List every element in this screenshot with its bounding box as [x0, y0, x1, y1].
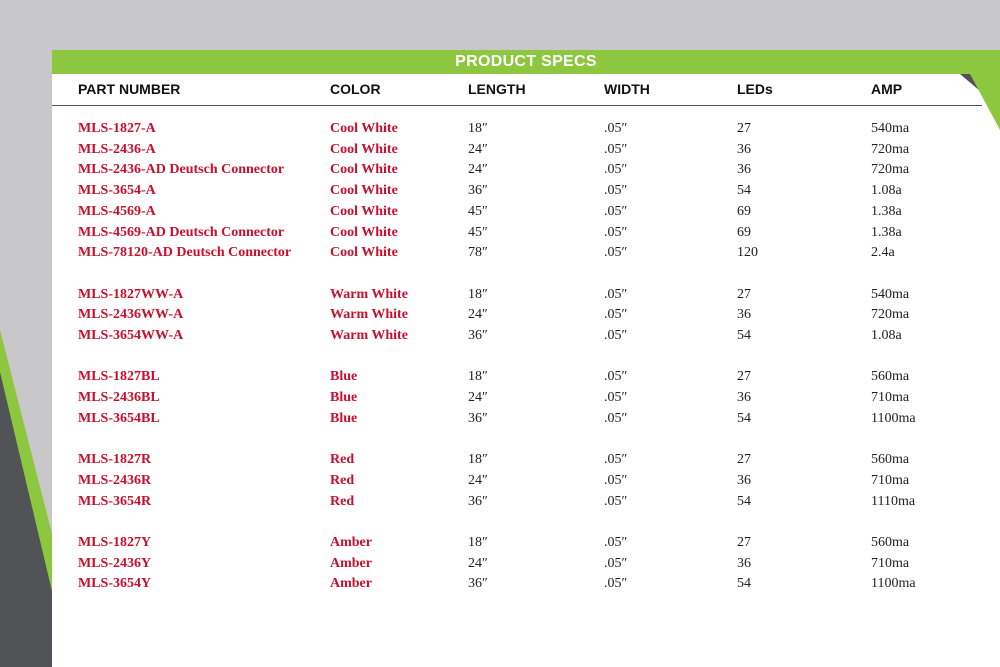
cell-leds: 54 — [737, 328, 751, 343]
cell-length: 18″ — [468, 452, 488, 468]
cell-amp: 1100ma — [871, 576, 916, 592]
cell-color: Cool White — [330, 141, 398, 157]
corner-accent — [960, 74, 1000, 134]
cell-color: Warm White — [330, 328, 408, 343]
cell-length: 24″ — [468, 390, 488, 406]
cell-length: 18″ — [468, 121, 488, 136]
cell-length: 45″ — [468, 224, 488, 240]
cell-part-number: MLS-2436BL — [78, 390, 160, 406]
cell-length: 45″ — [468, 203, 488, 219]
cell-part-number: MLS-2436-AD Deutsch Connector — [78, 162, 285, 178]
cell-leds: 36 — [737, 555, 751, 571]
cell-leds: 36 — [737, 141, 751, 157]
cell-amp: 1.08a — [871, 183, 902, 199]
cell-amp: 540ma — [871, 286, 910, 302]
cell-leds: 54 — [737, 576, 751, 592]
cell-amp: 1.38a — [871, 224, 902, 240]
cell-length: 36″ — [468, 328, 488, 343]
cell-color: Cool White — [330, 121, 398, 136]
cell-part-number: MLS-78120-AD Deutsch Connector — [78, 245, 292, 261]
cell-width: .05″ — [604, 576, 628, 592]
cell-leds: 27 — [737, 369, 751, 385]
cell-length: 18″ — [468, 286, 488, 302]
cell-part-number: MLS-3654BL — [78, 410, 160, 426]
cell-width: .05″ — [604, 452, 628, 468]
cell-width: .05″ — [604, 141, 628, 157]
cell-width: .05″ — [604, 410, 628, 426]
cell-amp: 720ma — [871, 307, 910, 323]
cell-length: 36″ — [468, 183, 488, 199]
cell-leds: 36 — [737, 390, 751, 406]
cell-part-number: MLS-2436WW-A — [78, 307, 184, 323]
cell-part-number: MLS-2436-A — [78, 141, 156, 157]
cell-leds: 36 — [737, 472, 751, 488]
cell-leds: 120 — [737, 245, 758, 261]
column-header-leds: LEDs — [737, 81, 773, 97]
cell-leds: 36 — [737, 162, 751, 178]
cell-width: .05″ — [604, 224, 628, 240]
cell-leds: 69 — [737, 224, 751, 240]
cell-length: 18″ — [468, 535, 488, 550]
cell-leds: 54 — [737, 410, 751, 426]
cell-part-number: MLS-1827R — [78, 452, 152, 468]
column-header-amp: AMP — [871, 81, 903, 97]
cell-part-number: MLS-1827-A — [78, 121, 156, 136]
cell-amp: 1100ma — [871, 410, 916, 426]
cell-part-number: MLS-4569-AD Deutsch Connector — [78, 224, 285, 240]
cell-part-number: MLS-4569-A — [78, 203, 156, 219]
cell-color: Amber — [330, 576, 372, 592]
cell-leds: 27 — [737, 452, 751, 468]
column-header-length: LENGTH — [468, 81, 526, 97]
cell-color: Blue — [330, 369, 358, 385]
cell-leds: 27 — [737, 286, 751, 302]
cell-part-number: MLS-1827Y — [78, 535, 152, 550]
cell-color: Red — [330, 472, 355, 488]
cell-color: Warm White — [330, 286, 408, 302]
column-header-color: COLOR — [330, 81, 381, 97]
cell-color: Blue — [330, 410, 358, 426]
cell-leds: 27 — [737, 535, 751, 550]
cell-length: 24″ — [468, 472, 488, 488]
cell-leds: 54 — [737, 493, 751, 509]
column-header-part-number: PART NUMBER — [78, 81, 181, 97]
cell-width: .05″ — [604, 183, 628, 199]
cell-amp: 560ma — [871, 369, 910, 385]
cell-part-number: MLS-3654-A — [78, 183, 156, 199]
cell-width: .05″ — [604, 307, 628, 323]
cell-color: Cool White — [330, 224, 398, 240]
cell-color: Amber — [330, 535, 372, 550]
cell-amp: 560ma — [871, 452, 910, 468]
cell-amp: 1110ma — [871, 493, 916, 509]
cell-width: .05″ — [604, 245, 628, 261]
cell-width: .05″ — [604, 162, 628, 178]
cell-leds: 36 — [737, 307, 751, 323]
cell-color: Warm White — [330, 307, 408, 323]
cell-length: 36″ — [468, 493, 488, 509]
page-title: PRODUCT SPECS — [455, 53, 597, 70]
cell-length: 24″ — [468, 307, 488, 323]
cell-part-number: MLS-1827WW-A — [78, 286, 184, 302]
cell-amp: 2.4a — [871, 245, 895, 261]
cell-length: 78″ — [468, 245, 488, 261]
cell-part-number: MLS-3654WW-A — [78, 328, 184, 343]
product-specs-sheet — [52, 50, 1000, 667]
header-divider — [52, 105, 982, 106]
cell-width: .05″ — [604, 286, 628, 302]
cell-width: .05″ — [604, 555, 628, 571]
cell-width: .05″ — [604, 472, 628, 488]
cell-width: .05″ — [604, 328, 628, 343]
cell-amp: 710ma — [871, 555, 910, 571]
cell-length: 24″ — [468, 141, 488, 157]
cell-amp: 1.38a — [871, 203, 902, 219]
cell-amp: 710ma — [871, 390, 910, 406]
cell-color: Amber — [330, 555, 372, 571]
cell-color: Cool White — [330, 162, 398, 178]
cell-width: .05″ — [604, 535, 628, 550]
cell-color: Blue — [330, 390, 358, 406]
cell-leds: 54 — [737, 183, 751, 199]
cell-length: 24″ — [468, 162, 488, 178]
cell-color: Red — [330, 493, 355, 509]
cell-width: .05″ — [604, 369, 628, 385]
cell-length: 36″ — [468, 576, 488, 592]
cell-width: .05″ — [604, 203, 628, 219]
cell-part-number: MLS-2436R — [78, 472, 152, 488]
cell-width: .05″ — [604, 493, 628, 509]
cell-amp: 720ma — [871, 141, 910, 157]
cell-color: Cool White — [330, 245, 398, 261]
cell-leds: 69 — [737, 203, 751, 219]
cell-color: Red — [330, 452, 355, 468]
cell-length: 36″ — [468, 410, 488, 426]
cell-leds: 27 — [737, 121, 751, 136]
cell-color: Cool White — [330, 183, 398, 199]
cell-length: 18″ — [468, 369, 488, 385]
cell-width: .05″ — [604, 390, 628, 406]
cell-part-number: MLS-3654Y — [78, 576, 152, 592]
cell-part-number: MLS-1827BL — [78, 369, 160, 385]
corner-green — [970, 74, 1000, 130]
cell-color: Cool White — [330, 203, 398, 219]
cell-amp: 560ma — [871, 535, 910, 550]
cell-length: 24″ — [468, 555, 488, 571]
cell-amp: 720ma — [871, 162, 910, 178]
cell-part-number: MLS-2436Y — [78, 555, 152, 571]
column-header-width: WIDTH — [604, 81, 650, 97]
cell-amp: 1.08a — [871, 328, 902, 343]
cell-amp: 540ma — [871, 121, 910, 136]
cell-width: .05″ — [604, 121, 628, 136]
cell-amp: 710ma — [871, 472, 910, 488]
cell-part-number: MLS-3654R — [78, 493, 152, 509]
